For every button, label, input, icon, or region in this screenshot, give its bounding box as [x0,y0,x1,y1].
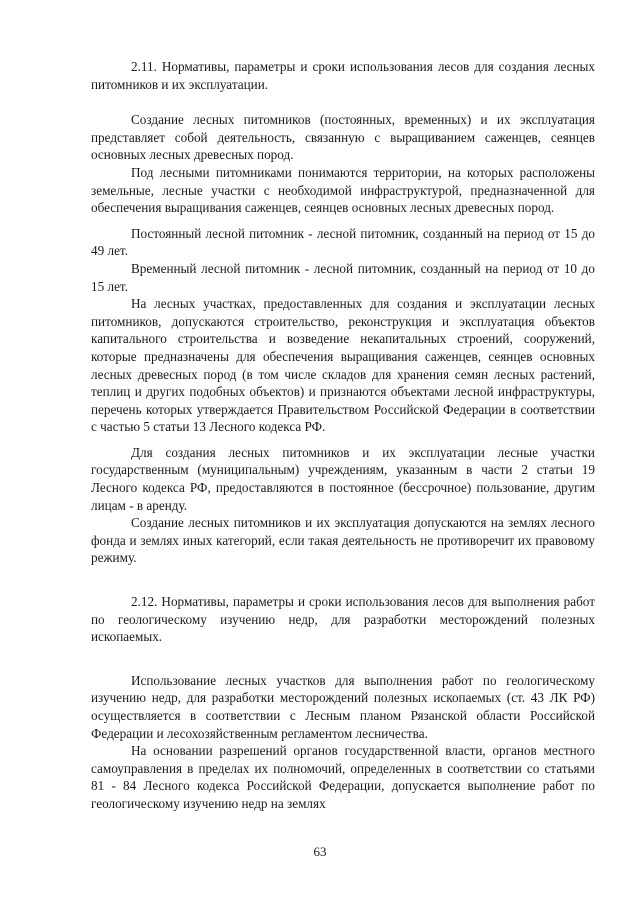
paragraph: Под лесными питомниками понимаются территории, на которых расположены земельные, лесные участки с необходимой инфраструктурой, предназначенной для обеспечения выращивания саженцев, сеянцев основных лесных древесных пород. [91,164,595,216]
paragraph: На основании разрешений органов государственной власти, органов местного самоуправления в пределах их полномочий, определенных в соответствии со статьями 81 - 84 Лесного кодекса Российской Федерации, допускается выполнение работ по геологическому изучению недр на землях [91,743,595,811]
paragraph: Создание лесных питомников и их эксплуатация допускаются на землях лесного фонда и землях иных категорий, если такая деятельность не противоречит их правовому режиму. [91,515,595,566]
paragraph: Использование лесных участков для выполнения работ по геологическому изучению недр, для разработки месторождений полезных ископаемых (ст. 43 ЛК РФ) осуществляется в соответствии с Лесным планом Рязанской области Российской Федерации и лесохозяйственным регламентом лесничества. [91,672,595,741]
paragraph: Для создания лесных питомников и их эксплуатации лесные участки государственным (муниципальным) учреждениям, указанным в части 2 статьи 19 Лесного кодекса РФ, предоставляются в постоянное (бессрочное) пользование, другим лицам - в аренду. [91,444,595,513]
section-2-12-heading: 2.12. Нормативы, параметры и сроки использования лесов для выполнения работ по геологическому изучению недр, для разработки месторождений полезных ископаемых. [91,594,595,645]
paragraph: На лесных участках, предоставленных для создания и эксплуатации лесных питомников, допускаются строительство, реконструкция и эксплуатация объектов капитального строительства и возведение некапитальных строений, сооружений, которые предназначены для обеспечения выращивания саженцев, сеянцев основных лесных древесных пород (в том числе складов для хранения семян лесных растений, теплиц и других подобных объектов) и признаются объектами лесной инфраструктуры, перечень которых утверждается Правительством Российской Федерации в соответствии с частью 5 статьи 13 Лесного кодекса РФ. [91,296,595,435]
paragraph: Создание лесных питомников (постоянных, временных) и их эксплуатация представляет собой деятельность, связанную с выращиванием саженцев, сеянцев основных лесных древесных пород. [91,112,595,163]
paragraph: Постоянный лесной питомник - лесной питомник, созданный на период от 15 до 49 лет. [91,225,595,259]
section-2-11-heading: 2.11. Нормативы, параметры и сроки использования лесов для создания лесных питомников и их эксплуатации. [91,59,595,92]
page-number: 63 [313,844,327,859]
document-page [91,58,595,813]
paragraph: Временный лесной питомник - лесной питомник, созданный на период от 10 до 15 лет. [91,260,595,294]
